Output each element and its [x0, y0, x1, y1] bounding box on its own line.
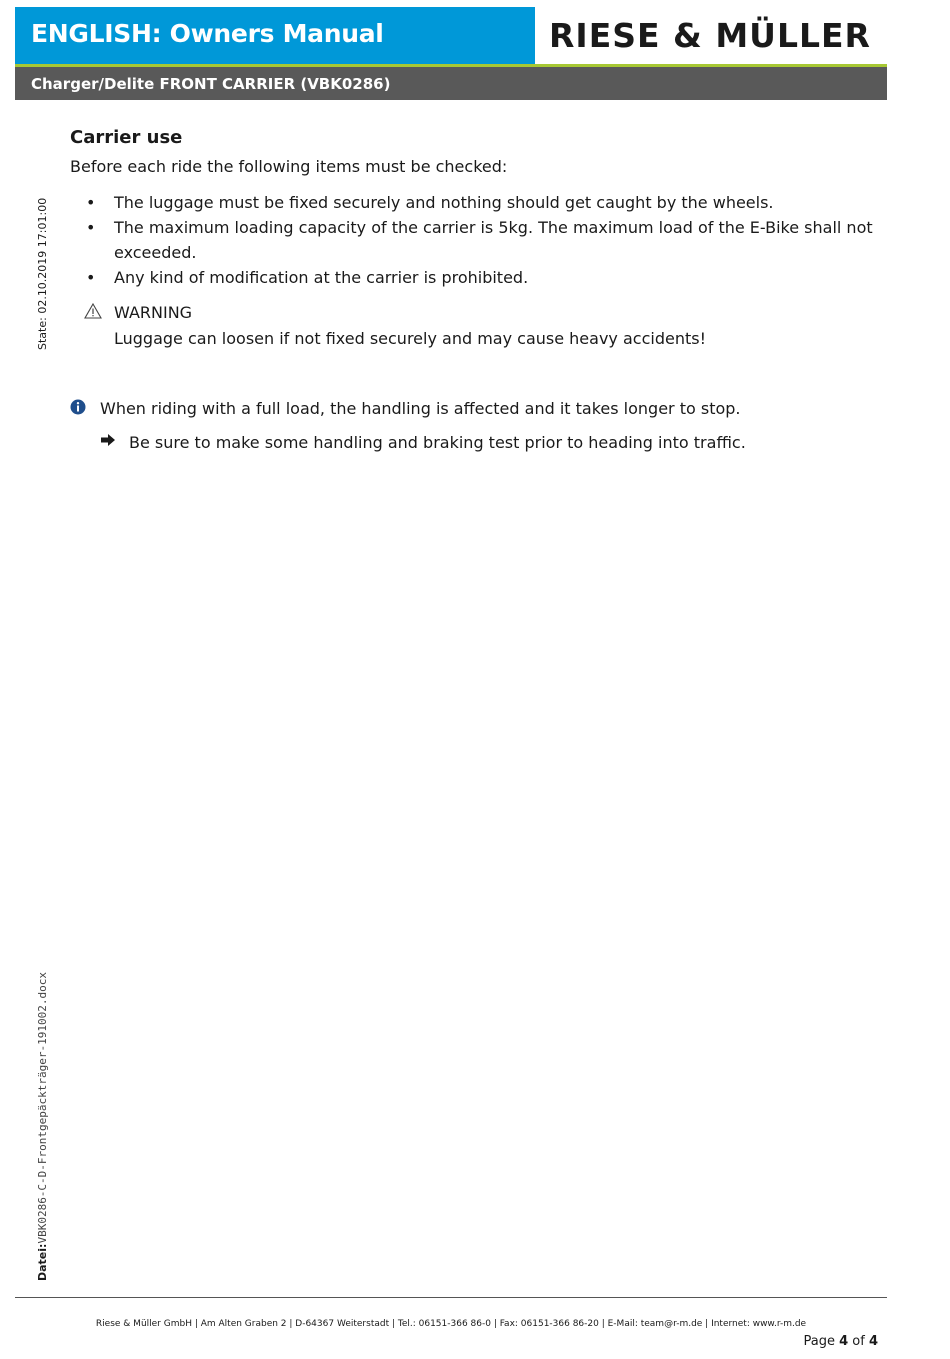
warning-title: WARNING [114, 303, 193, 322]
info-icon [70, 399, 86, 415]
footer-divider [15, 1297, 887, 1298]
state-timestamp: State: 02.10.2019 17:01:00 [36, 197, 49, 350]
bullet-icon: • [86, 193, 96, 212]
file-name: VBK0286-C-D-Frontgepäckträger-191002.docx [36, 972, 49, 1244]
list-item [86, 190, 874, 215]
bullet-icon: • [86, 268, 96, 287]
page-of: of [848, 1334, 869, 1349]
header-subtitle-bar [15, 67, 887, 100]
intro-text: Before each ride the following items must be checked: [70, 157, 508, 176]
section-title: Carrier use [70, 127, 183, 148]
arrow-right-icon [100, 433, 116, 447]
page-prefix: Page [803, 1334, 840, 1349]
list-item [86, 265, 874, 290]
brand-logo: RIESE & MÜLLER [549, 15, 871, 55]
footer-company-info: Riese & Müller GmbH | Am Alten Graben 2 | D-64367 Weiterstadt | Tel.: 06151-366 86-0 | Fax: 06151-366 86-20 | E-Mail: team@r-m.de | Internet: www.r-m.de [95, 1319, 807, 1329]
document-subtitle: Charger/Delite FRONT CARRIER (VBK0286) [31, 75, 391, 93]
header-title-bar [15, 7, 535, 64]
file-info [36, 972, 49, 1281]
bullet-icon: • [86, 218, 96, 237]
info-text: When riding with a full load, the handling is affected and it takes longer to stop. [100, 399, 741, 418]
page-number [804, 1334, 879, 1349]
warning-text: Luggage can loosen if not fixed securely and may cause heavy accidents! [114, 329, 706, 348]
action-text: Be sure to make some handling and braking test prior to heading into traffic. [129, 433, 746, 452]
document-title: ENGLISH: Owners Manual [31, 19, 384, 48]
page-current: 4 [839, 1334, 849, 1349]
list-item [86, 215, 874, 265]
file-label: Datei: [36, 1243, 49, 1281]
list-item-text: Any kind of modification at the carrier is prohibited. [114, 268, 529, 287]
list-item-text: The luggage must be fixed securely and nothing should get caught by the wheels. [114, 193, 774, 212]
warning-triangle-icon [84, 302, 102, 320]
list-item-text: The maximum loading capacity of the carrier is 5kg. The maximum load of the E-Bike shall not exceeded. [114, 218, 873, 262]
main-content [70, 124, 880, 452]
page-total: 4 [868, 1334, 878, 1349]
